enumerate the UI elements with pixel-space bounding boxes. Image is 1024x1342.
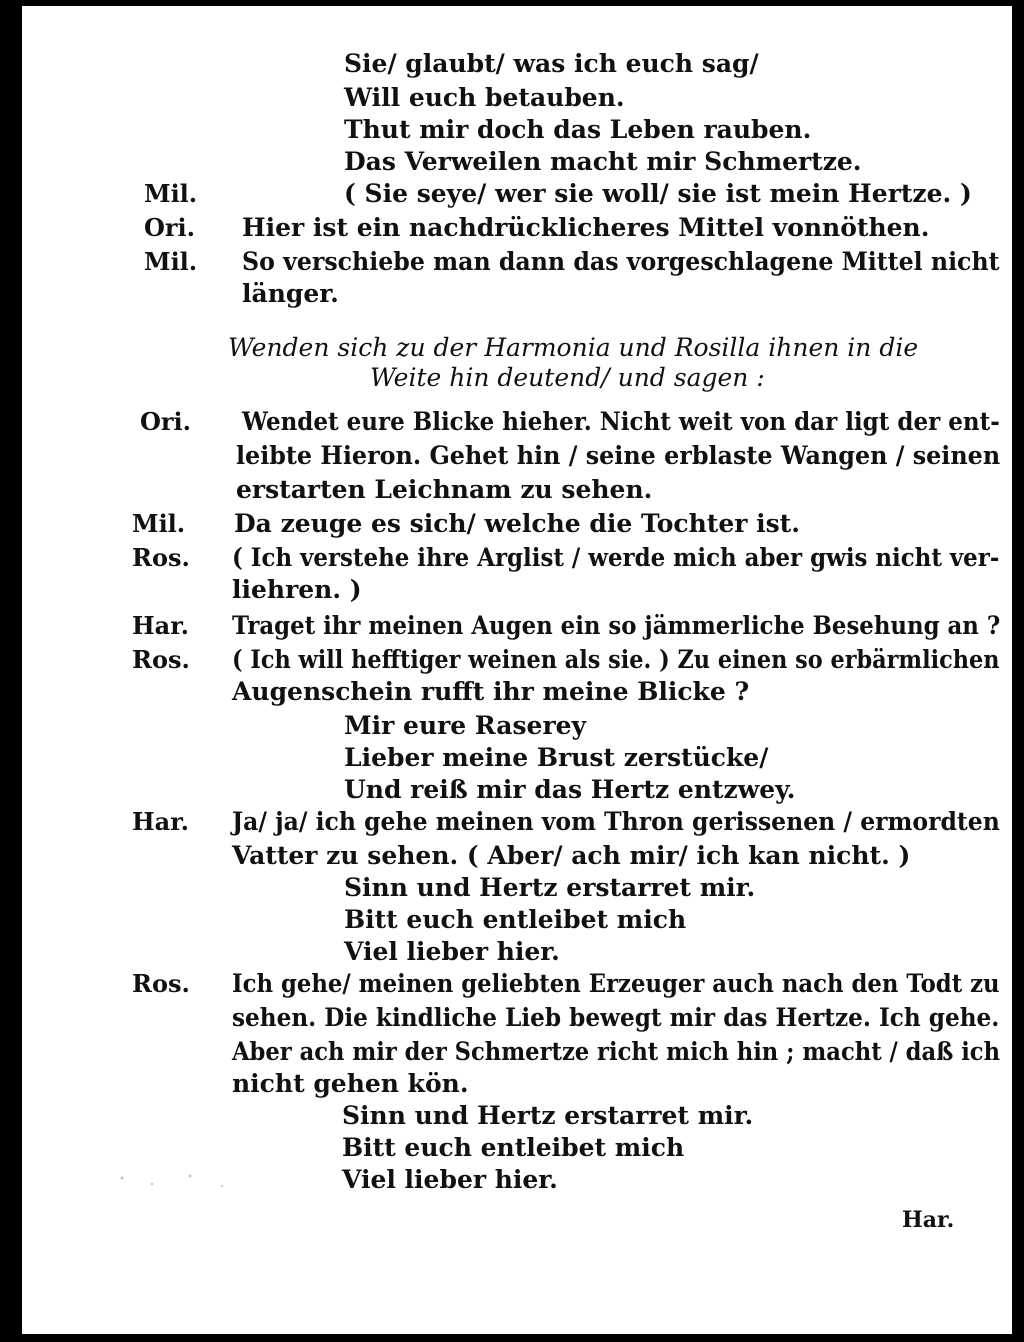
book-page: [22, 6, 1012, 1334]
dialogue-line: liehren. ): [232, 575, 362, 604]
verse-line: Lieber meine Brust zerstücke/: [344, 743, 769, 772]
verse-line: Viel lieber hier.: [342, 1165, 558, 1194]
speaker-label: Mil.: [144, 179, 198, 208]
speaker-label: Har.: [132, 807, 190, 836]
speaker-label: Ros.: [132, 969, 190, 998]
dialogue-line: Ich gehe/ meinen geliebten Erzeuger auch nach den Todt zu: [232, 969, 1000, 998]
dialogue-line: Augenschein rufft ihr meine Blicke ?: [232, 677, 750, 706]
speaker-label: Mil.: [144, 247, 198, 276]
speaker-label: Ori.: [144, 213, 196, 242]
catchword: Har.: [902, 1207, 955, 1233]
dialogue-line: ( Ich will hefftiger weinen als sie. ) Zu einen so erbärmlichen: [232, 645, 1000, 674]
verse-line: Das Verweilen macht mir Schmertze.: [344, 147, 862, 176]
dialogue-line: Wendet eure Blicke hieher. Nicht weit von dar ligt der ent-: [242, 407, 1000, 436]
dialogue-line: länger.: [242, 279, 339, 308]
dialogue-line: nicht gehen kön.: [232, 1069, 469, 1098]
verse-line: Will euch betauben.: [344, 83, 625, 112]
verse-line: Und reiß mir das Hertz entzwey.: [344, 775, 796, 804]
verse-line: ( Sie seye/ wer sie woll/ sie ist mein Hertze. ): [344, 179, 972, 208]
verse-line: Sinn und Hertz erstarret mir.: [344, 873, 756, 902]
verse-line: Mir eure Raserey: [344, 711, 587, 740]
speaker-label: Ori.: [140, 407, 192, 436]
verse-line: Sie/ glaubt/ was ich euch sag/: [344, 49, 759, 78]
dialogue-line: Traget ihr meinen Augen ein so jämmerliche Besehung an ?: [232, 611, 1001, 640]
dialogue-line: So verschiebe man dann das vorgeschlagene Mittel nicht: [242, 247, 1000, 276]
speaker-label: Ros.: [132, 543, 190, 572]
dialogue-line: ( Ich verstehe ihre Arglist / werde mich aber gwis nicht ver-: [232, 543, 1000, 572]
dialogue-line: Ja/ ja/ ich gehe meinen vom Thron gerissenen / ermordten: [232, 807, 1000, 836]
speaker-label: Har.: [132, 611, 190, 640]
verse-line: Bitt euch entleibet mich: [342, 1133, 685, 1162]
dialogue-line: Aber ach mir der Schmertze richt mich hin ; macht / daß ich: [232, 1037, 1001, 1066]
speaker-label: Mil.: [132, 509, 186, 538]
scan-noise: [112, 1166, 242, 1196]
verse-line: Bitt euch entleibet mich: [344, 905, 687, 934]
verse-line: Sinn und Hertz erstarret mir.: [342, 1101, 754, 1130]
dialogue-line: sehen. Die kindliche Lieb bewegt mir das Hertze. Ich gehe.: [232, 1003, 1000, 1032]
dialogue-line: erstarten Leichnam zu sehen.: [236, 475, 653, 504]
dialogue-line: Da zeuge es sich/ welche die Tochter ist.: [234, 509, 800, 538]
verse-line: Viel lieber hier.: [344, 937, 560, 966]
dialogue-line: Hier ist ein nachdrücklicheres Mittel vonnöthen.: [242, 213, 930, 242]
dialogue-line: Vatter zu sehen. ( Aber/ ach mir/ ich kan nicht. ): [232, 841, 911, 870]
speaker-label: Ros.: [132, 645, 190, 674]
stage-direction: Wenden sich zu der Harmonia und Rosilla ihnen in die: [228, 333, 919, 362]
stage-direction: Weite hin deutend/ und sagen :: [370, 363, 765, 392]
verse-line: Thut mir doch das Leben rauben.: [344, 115, 812, 144]
dialogue-line: leibte Hieron. Gehet hin / seine erblaste Wangen / seinen: [236, 441, 1001, 470]
